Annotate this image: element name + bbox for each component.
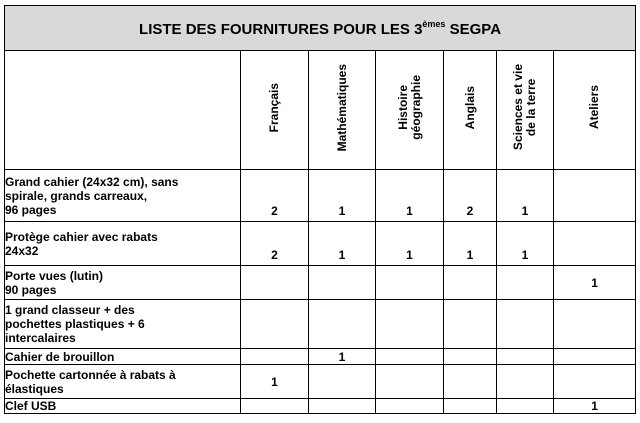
column-label: Mathématiques bbox=[334, 63, 349, 152]
cell-value: 1 bbox=[497, 170, 554, 222]
cell-value bbox=[309, 300, 376, 349]
cell-value: 2 bbox=[444, 170, 497, 222]
cell-value bbox=[309, 266, 376, 300]
supplies-document bbox=[4, 5, 635, 414]
column-label: Français bbox=[267, 82, 281, 133]
cell-value bbox=[444, 266, 497, 300]
cell-value bbox=[309, 365, 376, 399]
table-row bbox=[5, 170, 636, 222]
row-item-label: Pochette cartonnée à rabats à élastiques bbox=[5, 365, 241, 399]
header-ateliers bbox=[554, 51, 636, 170]
title-end: SEGPA bbox=[445, 20, 502, 38]
column-header-row bbox=[5, 51, 636, 170]
column-label: Sciences et vie de la terre bbox=[511, 64, 538, 151]
table-row bbox=[5, 266, 636, 300]
table-row bbox=[5, 349, 636, 365]
row-item-label: 1 grand classeur + des pochettes plastiques + 6 intercalaires bbox=[5, 300, 241, 349]
cell-value bbox=[444, 300, 497, 349]
cell-value bbox=[497, 399, 554, 414]
column-label: Histoire géographie bbox=[395, 75, 423, 140]
column-label: Anglais bbox=[462, 85, 477, 130]
cell-value bbox=[376, 399, 444, 414]
cell-value bbox=[497, 365, 554, 399]
header-anglais bbox=[444, 51, 497, 170]
table-row bbox=[5, 222, 636, 266]
table-row bbox=[5, 365, 636, 399]
cell-value bbox=[554, 365, 636, 399]
header-histoire-geographie bbox=[376, 51, 444, 170]
cell-value: 1 bbox=[309, 349, 376, 365]
row-item-label: Cahier de brouillon bbox=[5, 349, 241, 365]
cell-value: 1 bbox=[241, 365, 309, 399]
cell-value bbox=[309, 399, 376, 414]
cell-value bbox=[376, 300, 444, 349]
cell-value bbox=[241, 349, 309, 365]
cell-value bbox=[444, 349, 497, 365]
cell-value bbox=[444, 399, 497, 414]
header-mathematiques bbox=[309, 51, 376, 170]
row-item-label: Porte vues (lutin) 90 pages bbox=[5, 266, 241, 300]
row-item-label: Protège cahier avec rabats 24x32 bbox=[5, 222, 241, 266]
cell-value: 1 bbox=[444, 222, 497, 266]
cell-value bbox=[376, 365, 444, 399]
supplies-table bbox=[4, 5, 636, 414]
cell-value: 1 bbox=[554, 266, 636, 300]
cell-value: 1 bbox=[554, 399, 636, 414]
cell-value: 1 bbox=[309, 222, 376, 266]
cell-value bbox=[554, 349, 636, 365]
cell-value: 1 bbox=[376, 170, 444, 222]
cell-value: 2 bbox=[241, 170, 309, 222]
cell-value bbox=[444, 365, 497, 399]
cell-value bbox=[241, 266, 309, 300]
cell-value bbox=[497, 300, 554, 349]
table-title bbox=[5, 6, 636, 51]
cell-value: 1 bbox=[497, 222, 554, 266]
cell-value bbox=[554, 170, 636, 222]
cell-value bbox=[241, 399, 309, 414]
cell-value bbox=[241, 300, 309, 349]
cell-value bbox=[497, 349, 554, 365]
table-row bbox=[5, 300, 636, 349]
title-main: LISTE DES FOURNITURES POUR LES 3 bbox=[139, 20, 423, 38]
header-empty-cell bbox=[5, 51, 241, 170]
cell-value bbox=[554, 300, 636, 349]
cell-value bbox=[376, 266, 444, 300]
cell-value: 1 bbox=[309, 170, 376, 222]
cell-value: 1 bbox=[376, 222, 444, 266]
cell-value bbox=[554, 222, 636, 266]
header-francais bbox=[241, 51, 309, 170]
table-row bbox=[5, 399, 636, 414]
header-sciences bbox=[497, 51, 554, 170]
cell-value bbox=[497, 266, 554, 300]
title-row bbox=[5, 6, 636, 51]
row-item-label: Clef USB bbox=[5, 399, 241, 414]
cell-value: 2 bbox=[241, 222, 309, 266]
title-superscript: èmes bbox=[422, 18, 446, 29]
cell-value bbox=[376, 349, 444, 365]
column-label: Ateliers bbox=[587, 85, 602, 130]
row-item-label: Grand cahier (24x32 cm), sans spirale, grands carreaux, 96 pages bbox=[5, 170, 241, 222]
